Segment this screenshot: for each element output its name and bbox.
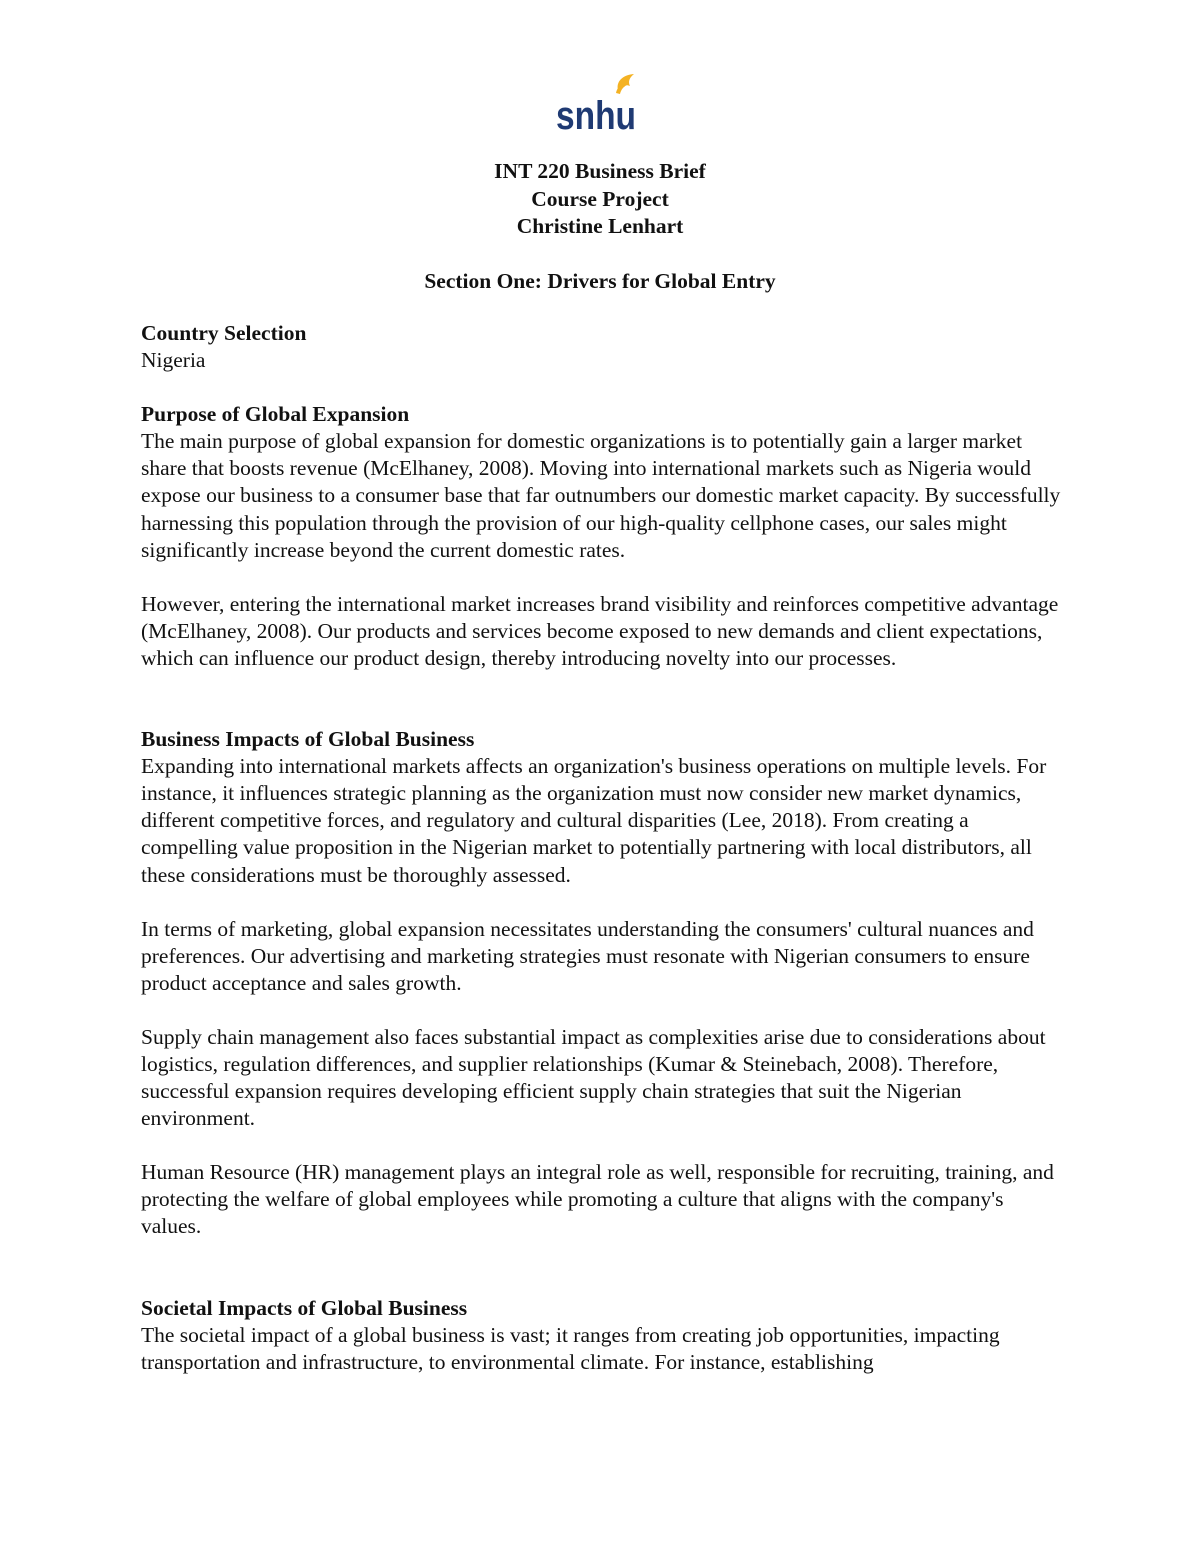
business-paragraph-4: Human Resource (HR) management plays an integral role as well, responsible for recruiting, training, and protecting the welfare of global employees while promoting a culture that aligns with the company's values. <box>141 1160 1054 1239</box>
societal-heading: Societal Impacts of Global Business <box>141 1295 468 1320</box>
document-body <box>141 320 1061 1376</box>
country-value: Nigeria <box>141 348 206 373</box>
title-block <box>0 158 1200 241</box>
author-name: Christine Lenhart <box>516 214 684 238</box>
country-heading: Country Selection <box>141 321 307 345</box>
purpose-heading: Purpose of Global Expansion <box>141 402 410 427</box>
svg-text:snhu: snhu <box>556 94 636 138</box>
purpose-paragraph-1: The main purpose of global expansion for domestic organizations is to potentially gain a larger market share that boosts revenue (McElhaney, 2008). Moving into international markets such as Nigeria would expose our business to a consumer base that far outnumbers our domestic market capacity. By successfully harnessing this population through the provision of our high-quality cellphone cases, our sales might significantly increase beyond the current domestic rates. <box>141 429 1061 562</box>
purpose-paragraph-2: However, entering the international market increases brand visibility and reinforces competitive advantage (McElhaney, 2008). Our products and services become exposed to new demands and client expectations, which can influence our product design, thereby introducing novelty into our processes. <box>141 591 1059 670</box>
section-title: Section One: Drivers for Global Entry <box>424 269 776 293</box>
business-paragraph-3: Supply chain management also faces substantial impact as complexities arise due to considerations about logistics, regulation differences, and supplier relationships (Kumar & Steinebach, 2008). Therefore, successful expansion requires developing efficient supply chain strategies that suit the Nigerian environment. <box>141 1024 1046 1131</box>
snhu-logo <box>556 72 638 138</box>
project-label: Course Project <box>531 186 669 211</box>
course-title: INT 220 Business Brief <box>494 159 706 183</box>
business-heading: Business Impacts of Global Business <box>141 727 475 752</box>
business-paragraph-2: In terms of marketing, global expansion necessitates understanding the consumers' cultural nuances and preferences. Our advertising and marketing strategies must resonate with Nigerian consumers to ensure product acceptance and sales growth. <box>141 916 1034 995</box>
business-paragraph-1: Expanding into international markets affects an organization's business operations on multiple levels. For instance, it influences strategic planning as the organization must now consider new market dynamics, different competitive forces, and regulatory and cultural disparities (Lee, 2018). From creating a compelling value proposition in the Nigerian market to potentially partnering with local distributors, all these considerations must be thoroughly assessed. <box>141 754 1047 887</box>
societal-paragraph-1: The societal impact of a global business is vast; it ranges from creating job opportunities, impacting transportation and infrastructure, to environmental climate. For instance, establishing <box>141 1322 1000 1374</box>
